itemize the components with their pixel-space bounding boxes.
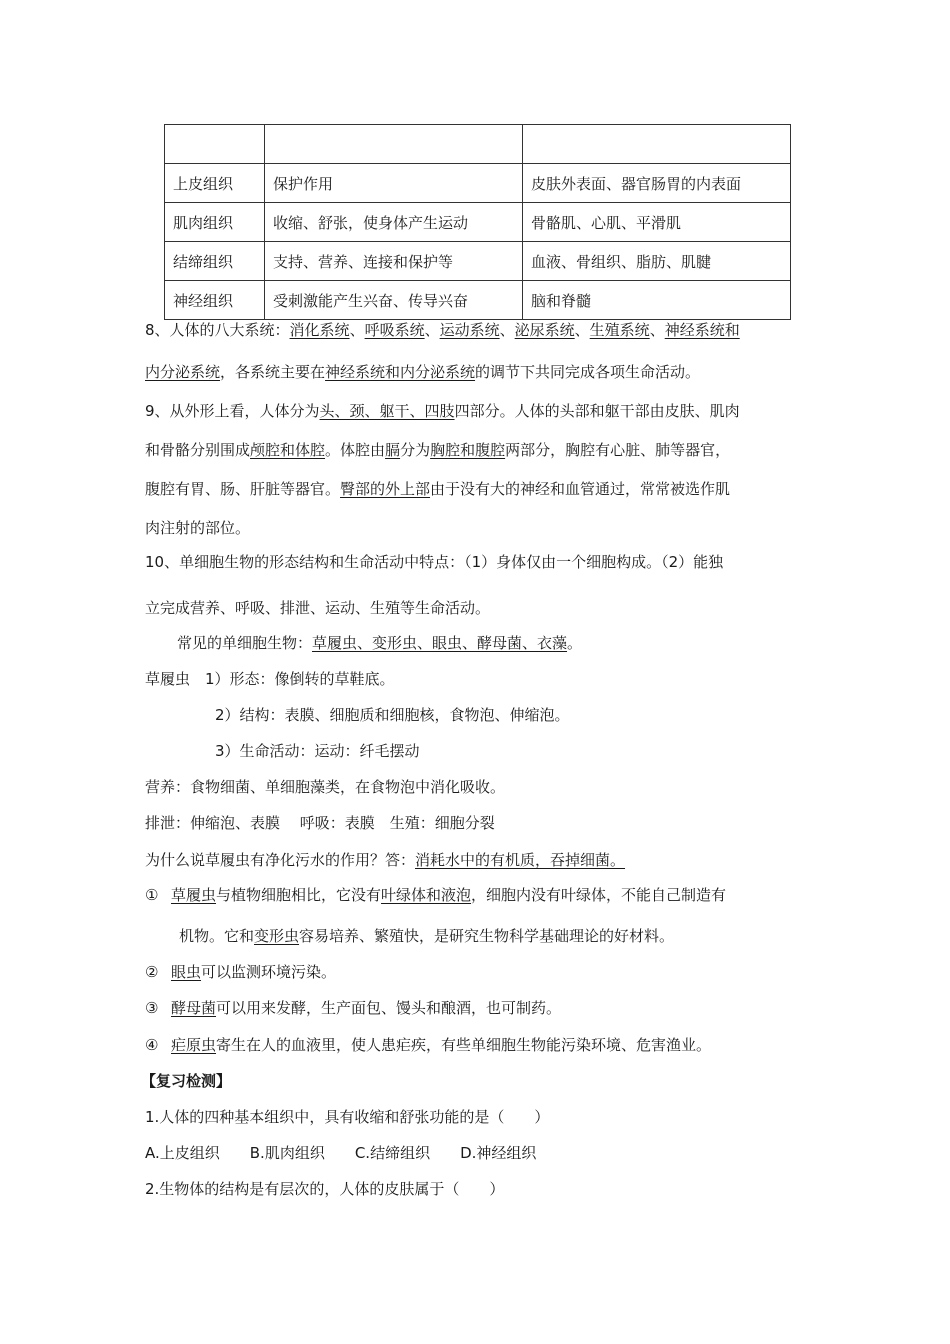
table-cell: 支持、营养、连接和保护等 — [265, 242, 523, 281]
item-3: ③ 酵母菌可以用来发酵，生产面包、馒头和酿酒，也可制药。 — [145, 999, 562, 1017]
table-row — [165, 125, 791, 164]
table-row — [165, 242, 791, 281]
question-1: 1.人体的四种基本组织中，具有收缩和舒张功能的是（ ） — [145, 1108, 550, 1126]
item-1-line-2: 机物。它和变形虫容易培养、繁殖快，是研究生物科学基础理论的好材料。 — [179, 927, 675, 945]
p9-line-1: 9、从外形上看，人体分为头、颈、躯干、四肢四部分。人体的头部和躯干部由皮肤、肌肉 — [145, 402, 740, 420]
paramecium-morphology: 草履虫 1）形态：像倒转的草鞋底。 — [145, 670, 395, 688]
paramecium-question: 为什么说草履虫有净化污水的作用？答：消耗水中的有机质，吞掉细菌。 — [145, 851, 626, 869]
table-cell: 脑和脊髓 — [523, 281, 791, 320]
question-1-options: A.上皮组织 B.肌肉组织 C.结缔组织 D.神经组织 — [145, 1144, 537, 1162]
p9-line-3: 腹腔有胃、肠、肝脏等器官。臀部的外上部由于没有大的神经和血管通过，常常被选作肌 — [145, 480, 731, 498]
table-cell: 上皮组织 — [165, 164, 265, 203]
table-cell: 骨骼肌、心肌、平滑肌 — [523, 203, 791, 242]
p9-line-4: 肉注射的部位。 — [145, 519, 251, 537]
table-row — [165, 164, 791, 203]
table-cell: 皮肤外表面、器官肠胃的内表面 — [523, 164, 791, 203]
p10-line-2: 立完成营养、呼吸、排泄、运动、生殖等生命活动。 — [145, 599, 491, 617]
table-cell: 受刺激能产生兴奋、传导兴奋 — [265, 281, 523, 320]
item-2: ② 眼虫可以监测环境污染。 — [145, 963, 337, 981]
table-cell — [523, 125, 791, 164]
paramecium-activity: 3）生命活动：运动：纤毛摆动 — [215, 742, 420, 760]
p8-line-2: 内分泌系统，各系统主要在神经系统和内分泌系统的调节下共同完成各项生命活动。 — [145, 363, 701, 381]
item-4: ④ 疟原虫寄生在人的血液里，使人患疟疾，有些单细胞生物能污染环境、危害渔业。 — [145, 1036, 712, 1054]
table-cell — [165, 125, 265, 164]
p9-line-2: 和骨骼分别围成颅腔和体腔。体腔由膈分为胸腔和腹腔两部分，胸腔有心脏、肺等器官， — [145, 441, 731, 459]
table-cell: 收缩、舒张，使身体产生运动 — [265, 203, 523, 242]
review-heading: 【复习检测】 — [141, 1072, 232, 1090]
table-cell: 保护作用 — [265, 164, 523, 203]
paramecium-structure: 2）结构：表膜、细胞质和细胞核，食物泡、伸缩泡。 — [215, 706, 570, 724]
p10-common: 常见的单细胞生物：草履虫、变形虫、眼虫、酵母菌、衣藻。 — [177, 634, 583, 652]
paramecium-nutrition: 营养：食物细菌、单细胞藻类，在食物泡中消化吸收。 — [145, 778, 506, 796]
question-2: 2.生物体的结构是有层次的，人体的皮肤属于（ ） — [145, 1180, 505, 1198]
table-cell: 肌肉组织 — [165, 203, 265, 242]
table-cell — [265, 125, 523, 164]
table-cell: 神经组织 — [165, 281, 265, 320]
table-row — [165, 203, 791, 242]
table-cell: 结缔组织 — [165, 242, 265, 281]
table-row — [165, 281, 791, 320]
p8-line-1: 8、人体的八大系统：消化系统、呼吸系统、运动系统、泌尿系统、生殖系统、神经系统和 — [145, 321, 740, 339]
paramecium-excretion: 排泄：伸缩泡、表膜 呼吸：表膜 生殖：细胞分裂 — [145, 814, 495, 832]
table-cell: 血液、骨组织、脂肪、肌腱 — [523, 242, 791, 281]
tissue-table — [164, 124, 791, 320]
p10-line-1: 10、单细胞生物的形态结构和生命活动中特点：（1）身体仅由一个细胞构成。（2）能独 — [145, 553, 724, 571]
item-1-line-1: ① 草履虫与植物细胞相比，它没有叶绿体和液泡，细胞内没有叶绿体，不能自己制造有 — [145, 886, 727, 904]
